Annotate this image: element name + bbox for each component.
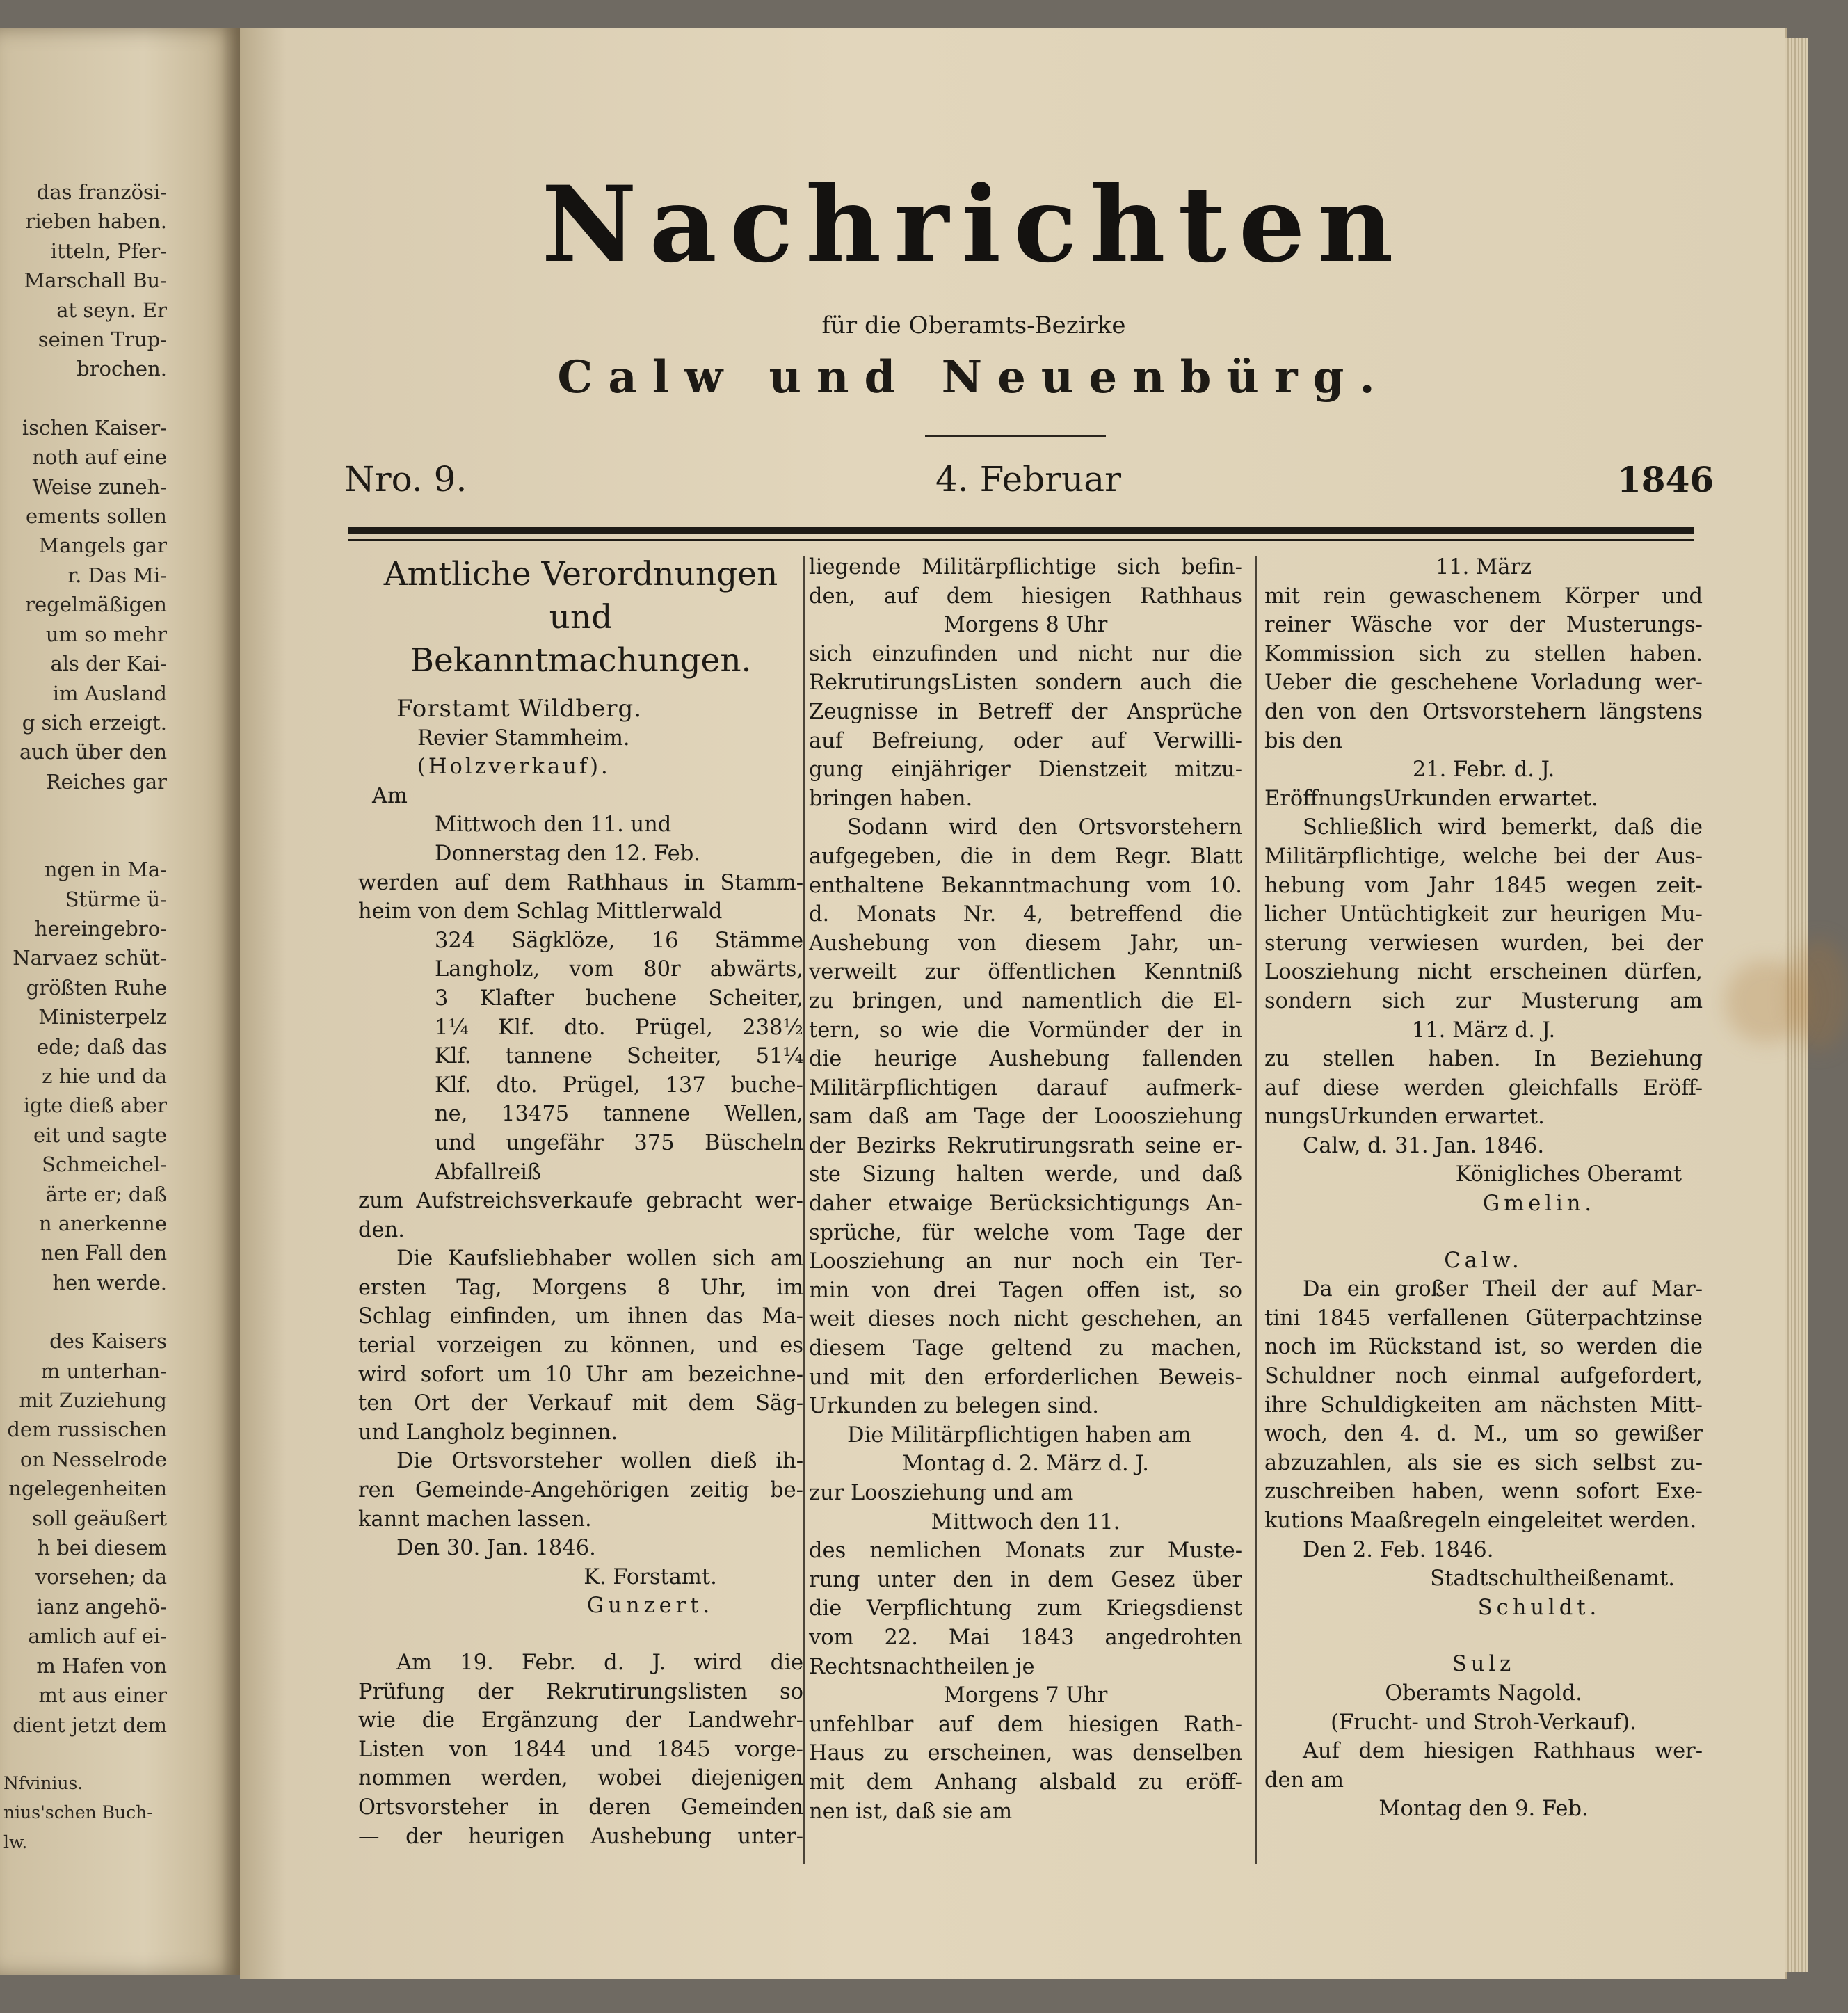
text-line: sam daß am Tage der Looosziehung	[809, 1105, 1242, 1130]
text-line: RekrutirungsListen sondern auch die	[809, 671, 1242, 696]
text-line: woch, den 4. d. M., um so gewißer	[1264, 1422, 1703, 1447]
text-line: Die Ortsvorsteher wollen dieß ih-	[396, 1449, 803, 1474]
text-line: ihre Schuldigkeiten am nächsten Mitt-	[1264, 1393, 1703, 1418]
issue-year: 1846	[1617, 459, 1714, 500]
left-page-line: größten Ruhe	[26, 975, 167, 1000]
text-line: zu stellen haben. In Beziehung	[1264, 1047, 1703, 1072]
text-line: vom 22. Mai 1843 angedrohten	[809, 1625, 1242, 1650]
left-page-line: Mangels gar	[38, 534, 167, 558]
signature: Stadtschultheißenamt.	[1430, 1566, 1675, 1591]
left-page-line: ements sollen	[26, 504, 167, 529]
left-page-line: regelmäßigen	[25, 593, 167, 617]
left-page-line: r. Das Mi-	[67, 563, 167, 587]
left-page-line: nen Fall den	[40, 1241, 167, 1265]
left-page-line: als der Kai-	[50, 652, 167, 676]
text-line: sprüche, für welche vom Tage der	[809, 1220, 1242, 1245]
text-line: ne, 13475 tannene Wellen,	[435, 1102, 803, 1127]
sale-title: (Frucht- und Stroh-Verkauf).	[1331, 1710, 1637, 1735]
office-name: Forstamt Wildberg.	[396, 695, 643, 723]
text-line: Auf dem hiesigen Rathhaus wer-	[1303, 1739, 1703, 1764]
text-line: 1¼ Klf. dto. Prügel, 238½	[435, 1015, 803, 1040]
text-line: Die Kaufsliebhaber wollen sich am	[396, 1246, 803, 1272]
left-page-line: des Kaisers	[49, 1329, 167, 1354]
sale-title: (Holzverkauf).	[417, 755, 611, 780]
text-line: Abfallreiß	[435, 1160, 542, 1185]
text-line: Loosziehung an nur noch ein Ter-	[809, 1249, 1242, 1274]
paragraph	[809, 813, 1242, 1420]
text-line: gung einjähriger Dienstzeit mitzu-	[809, 757, 1242, 783]
signature: Königliches Oberamt	[1455, 1162, 1682, 1187]
text-line: noch im Rückstand ist, so werden die	[1264, 1335, 1703, 1360]
place-subheading: Oberamts Nagold.	[1385, 1681, 1582, 1706]
left-page-line	[0, 826, 167, 855]
place-heading: Sulz	[1452, 1652, 1516, 1677]
left-page-line: m Hafen von	[36, 1653, 167, 1678]
left-page-line: rieben haben.	[25, 209, 167, 234]
text-line: der Bezirks Rekrutirungsrath seine er-	[809, 1133, 1242, 1158]
text-line: nommen werden, wobei diejenigen	[358, 1766, 803, 1791]
left-page-line: im Ausland	[52, 681, 167, 705]
masthead-title: Nachrichten	[541, 163, 1406, 286]
text-line: Zeugnisse in Betreff der Ansprüche	[809, 699, 1242, 724]
text-line: 3 Klafter buchene Scheiter,	[435, 986, 803, 1011]
left-page-line	[0, 796, 167, 826]
left-page-line: hereingebro-	[34, 916, 167, 940]
text-line: diesem Tage geltend zu machen,	[809, 1336, 1242, 1361]
text-line: heim von dem Schlag Mittlerwald	[358, 899, 723, 924]
text-line: auf diese werden gleichfalls Eröff-	[1264, 1075, 1703, 1100]
date-line: Montag d. 2. März d. J.	[902, 1452, 1149, 1477]
paragraph	[1264, 1275, 1703, 1535]
paragraph	[358, 1649, 803, 1851]
text-line: liegende Militärpflichtige sich befin-	[809, 555, 1242, 579]
am-label: Am	[372, 783, 408, 808]
text-line: Haus zu erscheinen, was denselben	[809, 1741, 1242, 1766]
text-line: 324 Sägklöze, 16 Stämme	[435, 928, 803, 953]
text-line: wird sofort um 10 Uhr am bezeichne-	[358, 1362, 803, 1387]
text-line: bringen haben.	[809, 786, 973, 811]
text-line: des nemlichen Monats zur Muste-	[809, 1539, 1242, 1564]
left-page-line: das französi-	[36, 180, 167, 204]
text-line: kutions Maaßregeln eingeleitet werden.	[1264, 1509, 1697, 1533]
left-page-line: at seyn. Er	[56, 298, 167, 322]
paragraph	[358, 869, 803, 927]
left-page-line: Ministerpelz	[38, 1005, 167, 1029]
text-line: rung unter den in dem Gesez über	[809, 1567, 1242, 1592]
signature: Schuldt.	[1477, 1595, 1601, 1620]
paragraph	[1264, 1045, 1703, 1132]
paragraph: zur Loosziehung und am	[809, 1481, 1074, 1505]
district-name: Revier Stammheim.	[417, 725, 630, 751]
paragraph	[809, 553, 1242, 611]
left-page-line: Marschall Bu-	[24, 268, 167, 293]
left-page-line: ede; daß das	[36, 1034, 167, 1059]
text-line: nungsUrkunden erwartet.	[1264, 1105, 1545, 1130]
place-heading: Calw.	[1444, 1248, 1523, 1273]
left-page-line: igte dieß aber	[23, 1093, 167, 1118]
text-line: unfehlbar auf dem hiesigen Rath-	[809, 1712, 1242, 1737]
left-page-line: z hie und da	[42, 1064, 167, 1088]
text-line: abzuzahlen, als sie es sich selbst zu-	[1264, 1450, 1703, 1475]
text-line: Militärpflichtige, welche bei der Aus-	[1264, 844, 1703, 869]
text-line: mit dem Anhang alsbald zu eröff-	[809, 1770, 1242, 1795]
text-line: sich einzufinden und nicht nur die	[809, 641, 1242, 666]
left-page-line: dem russischen	[7, 1418, 167, 1442]
left-page-line: mit Zuziehung	[19, 1388, 167, 1413]
text-line: terial vorzeigen zu können, und es	[358, 1333, 803, 1358]
left-page-line: dient jetzt dem	[13, 1713, 167, 1737]
left-page-line	[0, 384, 167, 413]
text-line: und ungefähr 375 Büscheln	[435, 1130, 803, 1155]
left-page-line: mt aus einer	[38, 1683, 167, 1708]
text-line: werden auf dem Rathhaus in Stamm-	[358, 870, 803, 895]
text-line: bis den	[1264, 728, 1342, 753]
sale-date: Donnerstag den 12. Feb.	[435, 841, 700, 866]
text-line: Listen von 1844 und 1845 vorge-	[358, 1737, 803, 1762]
left-page-line: soll geäußert	[32, 1506, 167, 1530]
column-2	[809, 553, 1242, 1826]
text-line: den von den Ortsvorstehern längstens	[1264, 699, 1703, 724]
masthead-rule	[925, 435, 1106, 437]
text-line: Langholz, vom 80r abwärts,	[435, 957, 803, 982]
text-line: d. Monats Nr. 4, betreffend die	[809, 902, 1242, 927]
text-line: zuschreiben haben, wenn sofort Exe-	[1264, 1479, 1703, 1505]
masthead-places: Calw und Neuenbürg.	[557, 351, 1390, 403]
left-page-line: noth auf eine	[32, 445, 167, 470]
sale-date: Mittwoch den 11. und	[435, 812, 672, 837]
left-page-line: ärte er; daß	[45, 1182, 167, 1206]
text-line: ersten Tag, Morgens 8 Uhr, im	[358, 1275, 803, 1300]
left-page-line: Weise zuneh-	[32, 474, 167, 499]
text-line: Klf. tannene Scheiter, 51¼	[435, 1044, 803, 1069]
text-line: sondern sich zur Musterung am	[1264, 988, 1703, 1013]
paragraph	[1264, 582, 1703, 756]
left-page-line: ngen in Ma-	[44, 858, 167, 882]
text-line: ste Sizung halten werde, und daß	[809, 1162, 1242, 1187]
paragraph	[809, 1710, 1242, 1826]
text-line: Ueber die geschehene Vorladung wer-	[1264, 671, 1703, 696]
paragraph	[1264, 1737, 1703, 1795]
text-line: hebung vom Jahr 1845 wegen zeit-	[1264, 873, 1703, 898]
left-page-line: auch über den	[19, 740, 167, 764]
text-line: reiner Wäsche vor der Musterungs-	[1264, 613, 1703, 638]
lot-list	[358, 927, 803, 1187]
paragraph	[358, 1447, 803, 1534]
left-page-line: Reiches gar	[45, 769, 167, 794]
text-line: Am 19. Febr. d. J. wird die	[396, 1651, 803, 1675]
paragraph	[809, 640, 1242, 814]
section-heading: Amtliche Verordnungen und	[383, 555, 778, 636]
text-line: Sodann wird den Ortsvorstehern	[847, 815, 1242, 840]
dateline: Calw, d. 31. Jan. 1846.	[1303, 1133, 1545, 1158]
text-line: licher Untüchtigkeit zur heurigen Mu-	[1264, 902, 1703, 927]
text-line: Schließlich wird bemerkt, daß die	[1303, 815, 1703, 840]
paragraph: EröffnungsUrkunden erwartet.	[1264, 786, 1598, 811]
text-line: Da ein großer Theil der auf Mar-	[1303, 1277, 1703, 1302]
signature: K. Forstamt.	[584, 1564, 717, 1589]
water-stain	[1725, 960, 1808, 1043]
paragraph	[1264, 813, 1703, 1016]
left-page-line: h bei diesem	[37, 1536, 167, 1560]
text-line: und Langholz beginnen.	[358, 1420, 618, 1445]
time-line: Morgens 7 Uhr	[943, 1683, 1108, 1708]
time-line: Morgens 8 Uhr	[943, 613, 1108, 638]
left-page-line: vorsehen; da	[35, 1565, 167, 1589]
text-line: Aushebung von diesem Jahr, un-	[809, 931, 1242, 956]
left-page-line: nius'schen Buch-	[3, 1802, 153, 1823]
header-rule	[348, 527, 1694, 534]
section-heading: Bekanntmachungen.	[410, 641, 752, 680]
text-line: die heurige Aushebung fallenden	[809, 1047, 1242, 1072]
left-page-line: um so mehr	[45, 622, 167, 646]
column-3	[1264, 553, 1703, 1824]
left-page-line: m unterhan-	[40, 1358, 167, 1383]
date-line: Montag den 9. Feb.	[1379, 1797, 1589, 1822]
text-line: Militärpflichtigen darauf aufmerk-	[809, 1075, 1242, 1100]
text-line: daher etwaige Berücksichtigungs An-	[809, 1192, 1242, 1217]
text-line: kannt machen lassen.	[358, 1507, 592, 1532]
left-page-line: g sich erzeigt.	[22, 710, 167, 735]
text-line: den am	[1264, 1767, 1344, 1793]
date-line: Mittwoch den 11.	[931, 1509, 1120, 1534]
text-line: zum Aufstreichsverkaufe gebracht wer-	[358, 1189, 803, 1214]
text-line: Loosziehung nicht erscheinen dürfen,	[1264, 960, 1703, 985]
text-line: sterung verwiesen wurden, bei der	[1264, 931, 1703, 956]
text-line: Ortsvorsteher in deren Gemeinden	[358, 1795, 803, 1820]
signature: Gmelin.	[1482, 1192, 1596, 1217]
text-line: weit dieses noch nicht geschehen, an	[809, 1307, 1242, 1332]
left-page-line: Narvaez schüt-	[13, 946, 167, 970]
left-page-line: Nfvinius.	[3, 1772, 83, 1793]
text-line: Rechtsnachtheilen je	[809, 1654, 1035, 1679]
column-divider	[803, 556, 805, 1864]
text-line: und mit den erforderlichen Beweis-	[809, 1365, 1242, 1390]
column-1	[358, 553, 803, 1851]
text-line: Prüfung der Rekrutirungslisten so	[358, 1679, 803, 1704]
issue-date: 4. Februar	[935, 459, 1121, 499]
date-line: 21. Febr. d. J.	[1412, 757, 1555, 783]
left-page-line	[0, 1297, 167, 1326]
issue-number: Nro. 9.	[344, 459, 467, 499]
text-line: den, auf dem hiesigen Rathhaus	[809, 584, 1242, 609]
left-page-line: ngelegenheiten	[8, 1477, 167, 1501]
text-line: Kommission sich zu stellen haben.	[1264, 641, 1703, 666]
left-page-line: Schmeichel-	[42, 1153, 167, 1177]
dateline: Den 2. Feb. 1846.	[1303, 1537, 1494, 1562]
left-page-line: amlich auf ei-	[28, 1624, 167, 1649]
left-page-line: lw.	[3, 1831, 28, 1852]
text-line: wie die Ergänzung der Landwehr-	[358, 1708, 803, 1733]
text-line: zu bringen, und namentlich die El-	[809, 988, 1242, 1013]
left-page-line: hen werde.	[52, 1270, 167, 1294]
text-line: tini 1845 verfallenen Güterpachtzinse	[1264, 1306, 1703, 1331]
header-rule-thin	[348, 539, 1694, 541]
signature: Gunzert.	[586, 1594, 714, 1619]
date-line: 11. März	[1435, 555, 1532, 579]
text-line: tern, so wie die Vormünder der in	[809, 1018, 1242, 1043]
text-line: den.	[358, 1217, 405, 1242]
paragraph	[358, 1187, 803, 1244]
text-line: nen ist, daß sie am	[809, 1799, 1013, 1824]
text-line: — der heurigen Aushebung unter-	[358, 1824, 803, 1849]
left-page-line: eit und sagte	[33, 1123, 167, 1147]
text-line: ten Ort der Verkauf mit dem Säg-	[358, 1391, 803, 1416]
date-line: 11. März d. J.	[1411, 1018, 1556, 1043]
left-page-line: ianz angehö-	[36, 1594, 167, 1619]
paragraph	[358, 1244, 803, 1447]
text-line: auf Befreiung, oder auf Verwilli-	[809, 728, 1242, 753]
text-line: mit rein gewaschenem Körper und	[1264, 584, 1703, 609]
text-line: min von drei Tagen offen ist, so	[809, 1278, 1242, 1303]
dateline: Den 30. Jan. 1846.	[396, 1536, 596, 1561]
left-page-line: brochen.	[77, 357, 167, 381]
paragraph	[809, 1537, 1242, 1681]
text-line: Schuldner noch einmal aufgefordert,	[1264, 1364, 1703, 1389]
text-line: ren Gemeinde-Angehörigen zeitig be-	[358, 1478, 803, 1503]
text-line: aufgegeben, die in dem Regr. Blatt	[809, 844, 1242, 869]
masthead-subtitle: für die Oberamts-Bezirke	[821, 312, 1126, 339]
text-line: Urkunden zu belegen sind.	[809, 1394, 1099, 1419]
left-page-line: seinen Trup-	[38, 328, 167, 352]
paragraph: Die Militärpflichtigen haben am	[847, 1422, 1191, 1447]
text-line: Schlag einfinden, um ihnen das Ma-	[358, 1304, 803, 1329]
text-line: die Verpflichtung zum Kriegsdienst	[809, 1596, 1242, 1621]
left-page-line: itteln, Pfer-	[50, 239, 167, 263]
text-line: verweilt zur öffentlichen Kenntniß	[809, 960, 1242, 985]
left-page-line: ischen Kaiser-	[22, 415, 167, 440]
left-page-line: on Nesselrode	[19, 1447, 167, 1471]
left-page-line	[0, 1740, 167, 1769]
text-line: enthaltene Bekanntmachung vom 10.	[809, 873, 1242, 898]
left-page-line: n anerkenne	[38, 1212, 167, 1235]
left-page-text	[0, 177, 167, 1857]
column-divider	[1255, 556, 1257, 1864]
left-page-line: Stürme ü-	[65, 887, 167, 911]
text-line: Klf. dto. Prügel, 137 buche-	[435, 1073, 803, 1098]
